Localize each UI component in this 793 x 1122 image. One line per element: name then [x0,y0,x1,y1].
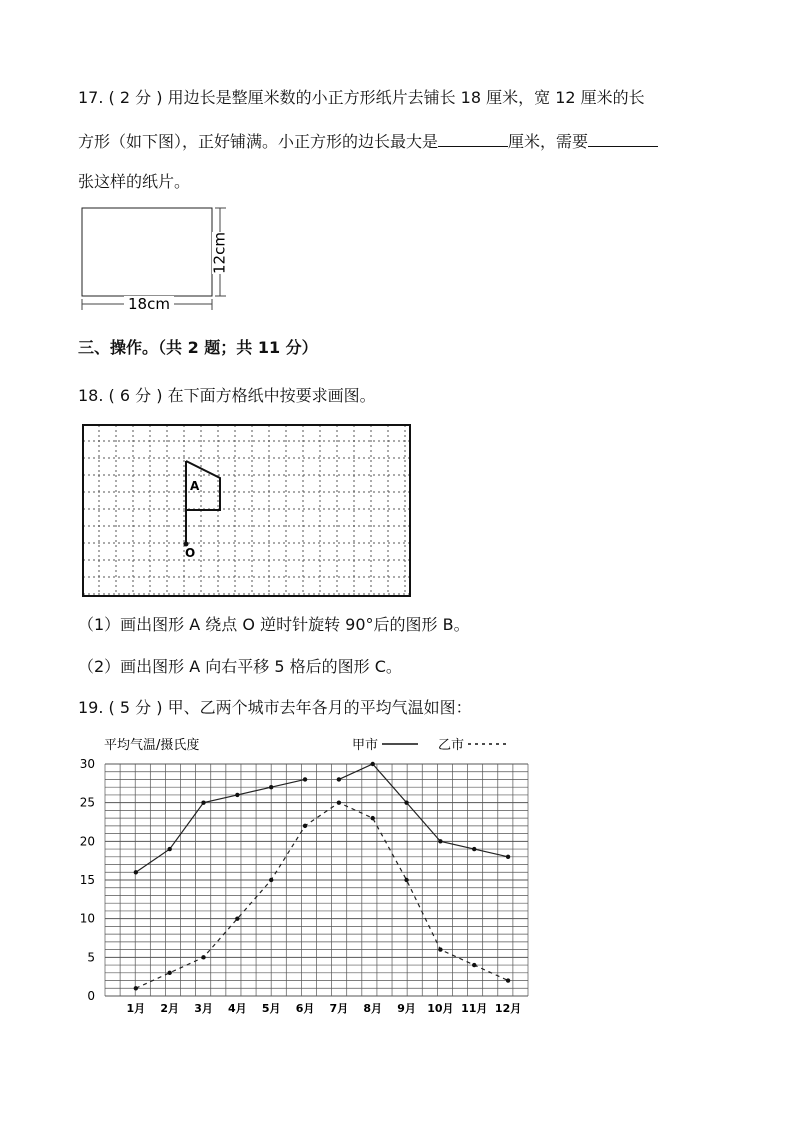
x-tick-label: 3月 [194,1002,213,1015]
data-point-yi [506,978,510,982]
q17-score: ( 2 分 ) [108,88,163,107]
data-point-jia [438,839,442,843]
data-point-yi [167,971,171,975]
x-tick-label: 9月 [397,1002,416,1015]
q19-line [78,698,472,718]
data-point-yi [371,816,375,820]
y-tick-label: 10 [79,911,95,926]
q18-sub2: （2）画出图形 A 向右平移 5 格后的图形 C。 [78,657,402,676]
height-label: 12cm [210,232,229,274]
x-tick-label: 4月 [228,1002,247,1015]
data-point-jia [303,777,307,781]
data-point-jia [404,800,408,804]
data-point-jia [201,800,205,804]
x-tick-label: 6月 [295,1002,315,1015]
y-tick-label: 25 [79,795,95,810]
y-tick-label: 0 [87,989,95,1003]
data-point-yi [235,916,239,920]
answer-blank-side-length[interactable] [438,132,508,147]
q18-line [78,386,376,406]
q19-text: 甲、乙两个城市去年各月的平均气温如图： [167,698,472,717]
y-tick-label: 30 [79,757,95,771]
answer-blank-count[interactable] [588,132,658,147]
width-label: 18cm [128,295,170,313]
data-point-yi [438,947,442,951]
x-tick-label: 7月 [329,1002,349,1015]
x-tick-label: 5月 [261,1002,281,1015]
legend-label-jia: 甲市 [352,738,379,753]
q18-number: 18. [78,386,104,405]
q17-text-line3: 张这样的纸片。 [78,172,191,191]
grid-paper[interactable] [82,424,412,598]
q19-score: ( 5 分 ) [108,698,163,717]
data-point-jia [134,870,138,874]
q17-number: 17. [78,88,104,107]
q17-line1 [78,88,645,108]
data-point-jia [506,855,510,859]
data-point-yi [404,878,408,882]
temperature-line-chart [60,732,540,1022]
data-point-jia [235,793,239,797]
data-point-jia [371,762,375,766]
data-point-yi [337,800,341,804]
q19-number: 19. [78,698,104,717]
data-point-jia [167,847,171,851]
x-tick-label: 11月 [461,1002,488,1015]
rectangle-figure [74,202,244,318]
data-point-yi [472,963,476,967]
data-point-yi [303,824,307,828]
data-point-jia [269,785,273,789]
data-point-yi [134,986,138,990]
q17-text-line2b: 厘米，需要 [508,132,589,151]
data-point-jia [337,777,341,781]
x-tick-label: 1月 [126,1002,146,1015]
q17-text-line1: 用边长是整厘米数的小正方形纸片去铺长 18 厘米，宽 12 厘米的长 [167,88,645,107]
q18-score: ( 6 分 ) [108,386,163,405]
data-point-jia [472,847,476,851]
grid-border [83,425,410,596]
label-o: O [185,546,196,560]
legend-label-yi: 乙市 [438,738,465,753]
y-axis-label: 平均气温/摄氏度 [104,738,200,753]
q17-line3 [78,172,190,192]
y-tick-label: 5 [87,950,95,965]
rectangle-shape [82,208,212,296]
data-point-yi [269,878,273,882]
data-point-yi [201,955,205,959]
q18-text: 在下面方格纸中按要求画图。 [167,386,376,405]
q17-text-line2a: 方形（如下图），正好铺满。小正方形的边长最大是 [78,132,439,151]
x-tick-label: 8月 [363,1002,383,1015]
x-tick-label: 12月 [494,1002,522,1015]
label-a: A [190,479,200,493]
y-tick-label: 15 [79,873,95,887]
q17-line2 [78,132,658,152]
y-tick-label: 20 [79,834,95,849]
section-3-heading: 三、操作。（共 2 题；共 11 分） [78,338,318,357]
legend [352,738,506,753]
q18-sub1: （1）画出图形 A 绕点 O 逆时针旋转 90°后的图形 B。 [78,615,470,634]
x-tick-label: 2月 [160,1002,180,1015]
x-tick-label: 10月 [427,1002,454,1015]
